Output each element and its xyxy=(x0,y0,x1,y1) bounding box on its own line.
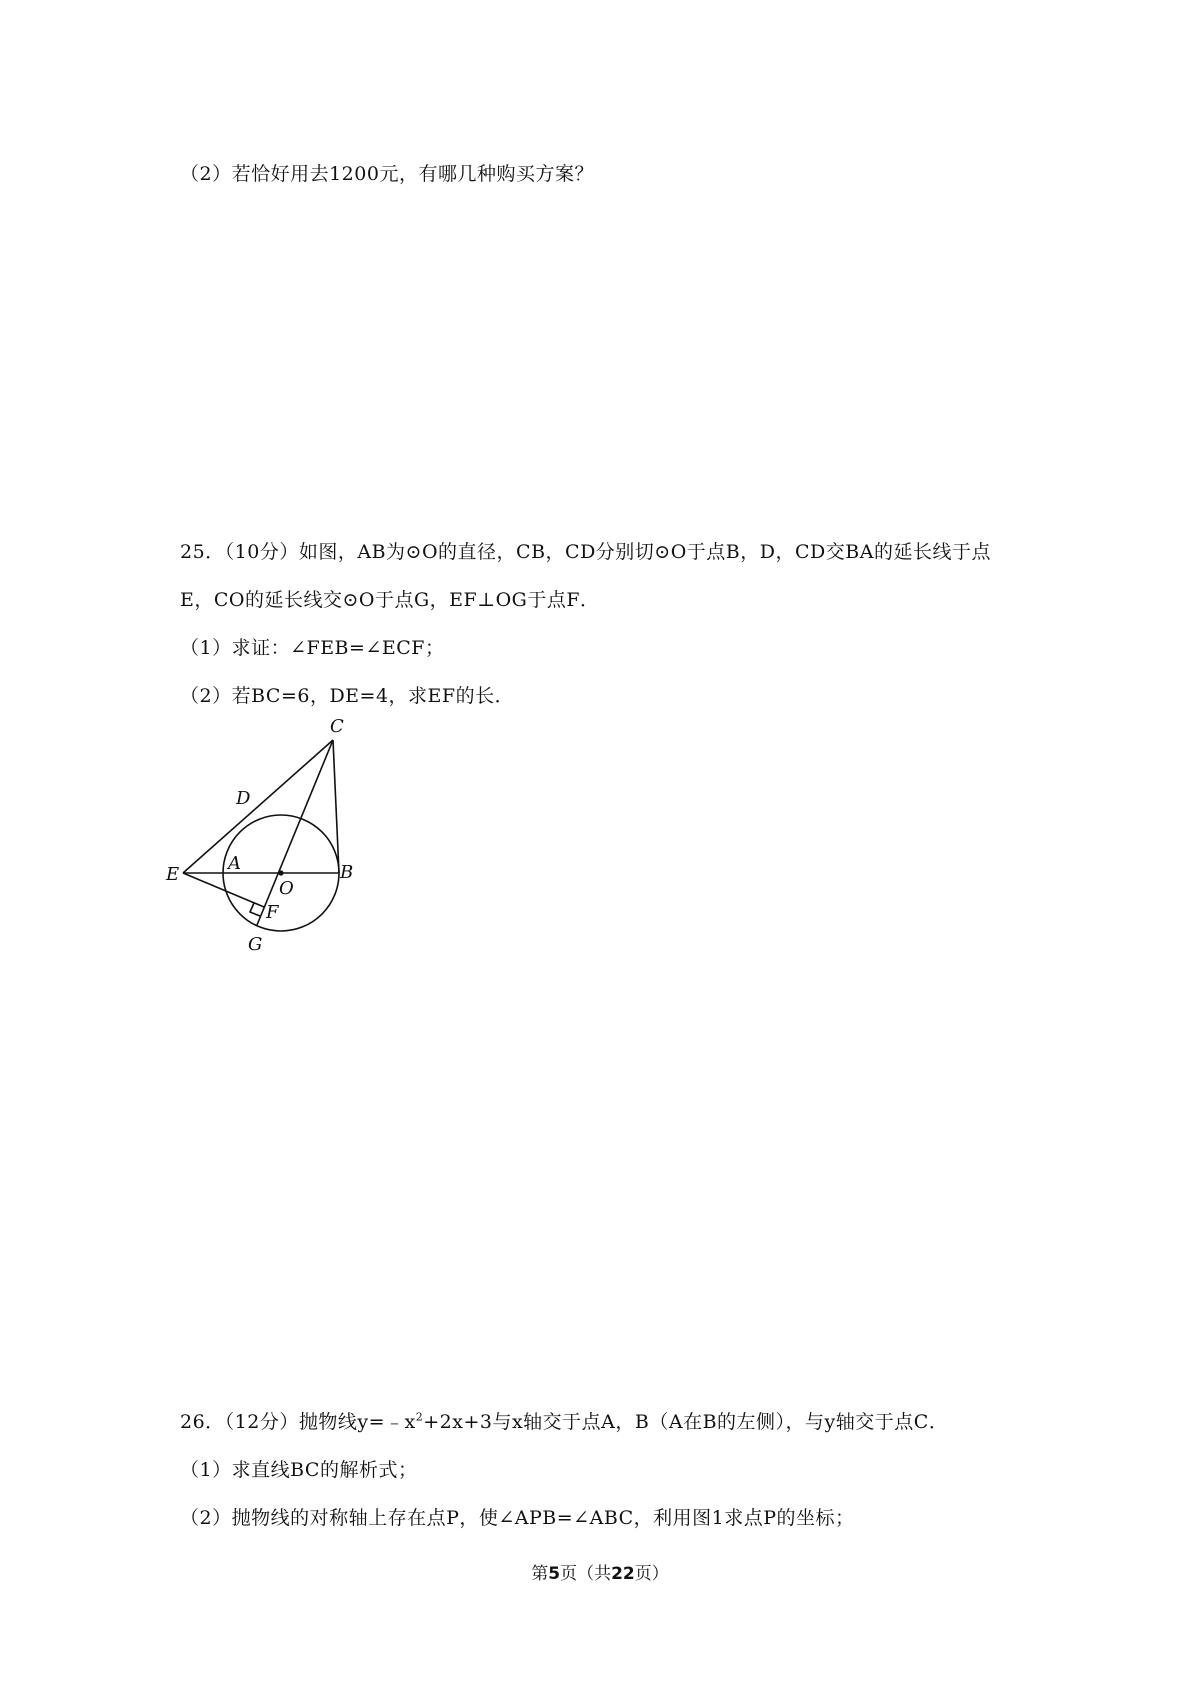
footer-middle: 页（共 xyxy=(560,1564,612,1584)
footer-total-pages: 22 xyxy=(611,1564,635,1584)
label-d: D xyxy=(236,788,251,809)
footer-prefix: 第 xyxy=(531,1564,549,1584)
label-c: C xyxy=(330,716,344,737)
footer-page-number: 5 xyxy=(548,1564,561,1584)
q26-stem-before: 26．（12分）抛物线y=﹣x xyxy=(180,1411,416,1433)
center-dot xyxy=(278,870,283,875)
figure-drawing xyxy=(183,740,339,931)
q26-stem-after: +2x+3与x轴交于点A，B（A在B的左侧），与y轴交于点C． xyxy=(423,1411,949,1433)
q26-part1: （1）求直线BC的解析式； xyxy=(180,1459,418,1481)
page-footer xyxy=(0,1563,1200,1585)
label-g: G xyxy=(248,934,263,955)
q26-stem-superscript: 2 xyxy=(415,1410,424,1424)
geometry-figure xyxy=(166,716,390,958)
label-f: F xyxy=(266,902,279,923)
segment-ec xyxy=(183,740,333,873)
q25-part1: （1）求证：∠FEB=∠ECF； xyxy=(180,637,445,659)
label-a: A xyxy=(228,853,241,874)
q26-stem xyxy=(180,1410,948,1434)
label-e: E xyxy=(166,864,180,885)
label-b: B xyxy=(340,862,354,883)
q25-stem-line2: E，CO的延长线交⊙O于点G，EF⊥OG于点F． xyxy=(180,589,600,611)
q25-stem-line1: 25．（10分）如图，AB为⊙O的直径，CB，CD分别切⊙O于点B，D，CD交BA的延长线于点 xyxy=(180,541,991,563)
label-o: O xyxy=(279,878,294,899)
footer-suffix: 页） xyxy=(634,1564,669,1584)
q26-part2: （2）抛物线的对称轴上存在点P，使∠APB=∠ABC，利用图1求点P的坐标； xyxy=(180,1507,855,1529)
q24-part2: （2）若恰好用去1200元，有哪几种购买方案？ xyxy=(180,163,594,185)
q25-part2: （2）若BC=6，DE=4，求EF的长． xyxy=(180,685,515,707)
